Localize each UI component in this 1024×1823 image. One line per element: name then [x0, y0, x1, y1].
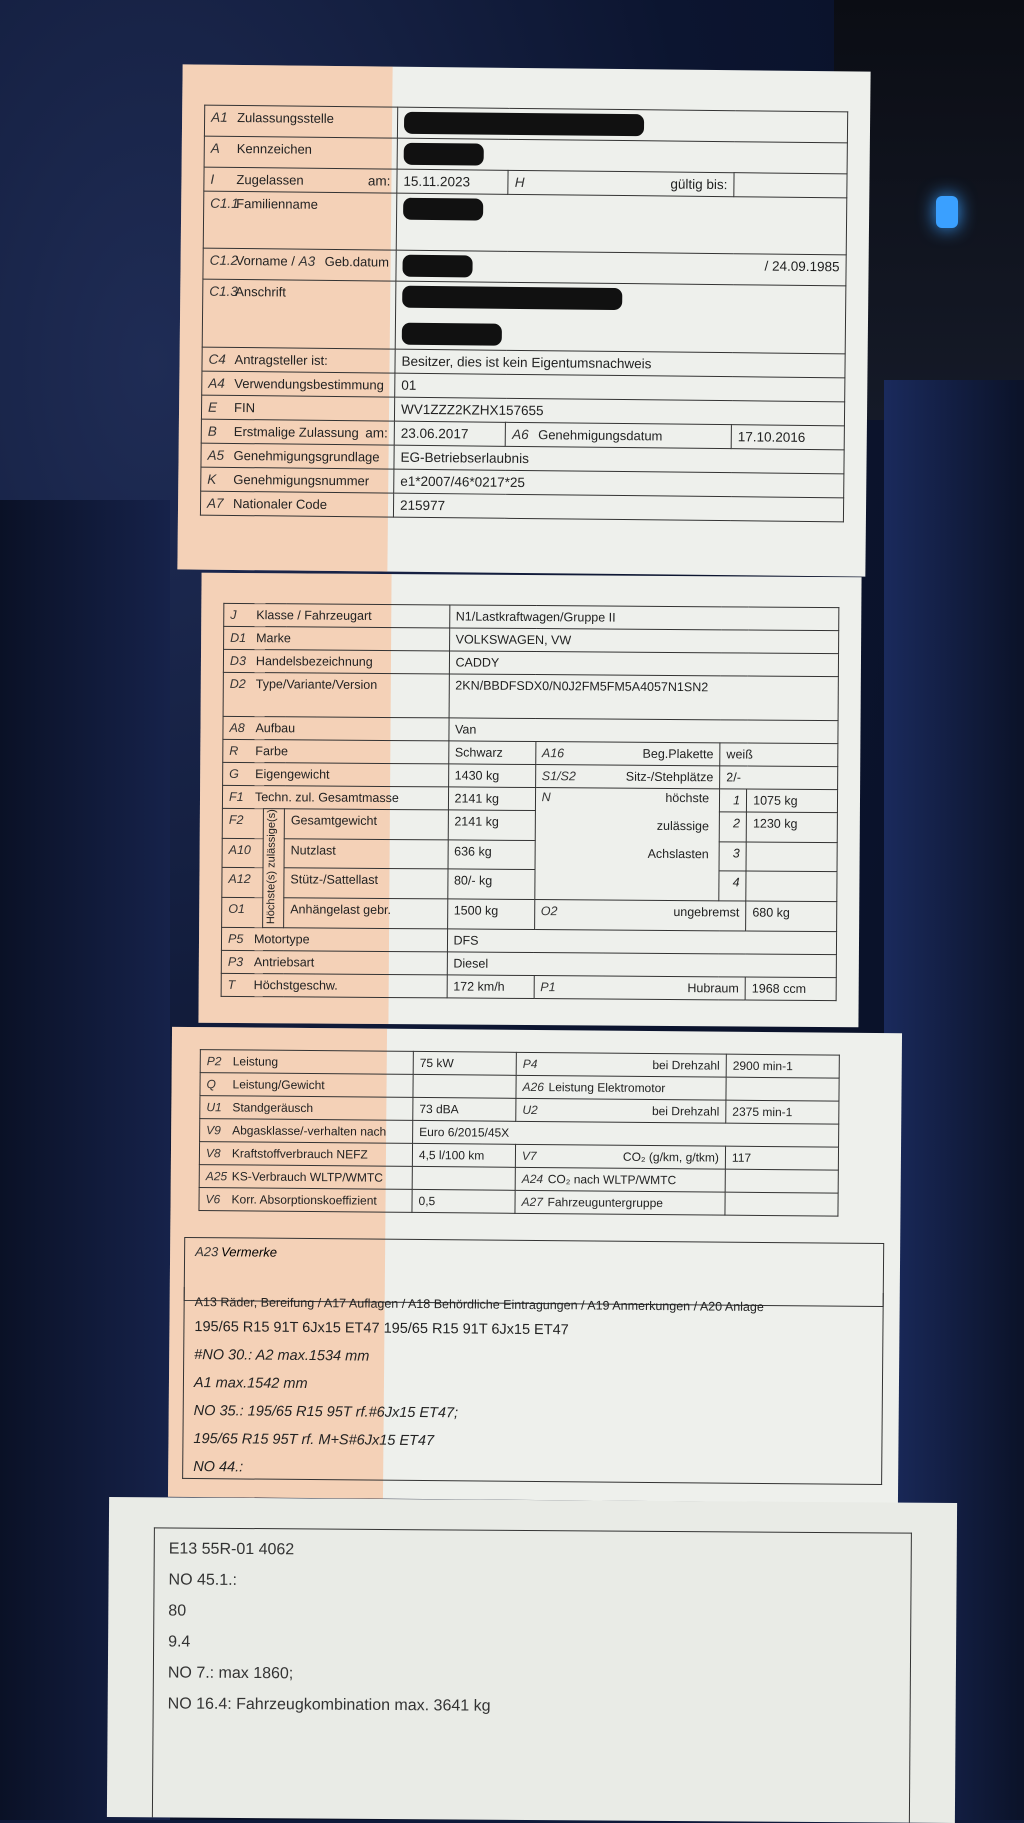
r-value: Schwarz: [448, 741, 535, 765]
p3-value: Diesel: [447, 952, 837, 978]
redacted-block: [403, 198, 483, 221]
note-line: #NO 30.: A2 max.1534 mm: [194, 1347, 370, 1365]
v9-value: Euro 6/2015/45X: [413, 1120, 839, 1147]
g-value: 1430 kg: [448, 764, 535, 788]
j-value: N1/Lastkraftwagen/Gruppe II: [449, 605, 839, 631]
u1-value: 73 dBA: [413, 1097, 516, 1121]
p2-value: 75 kW: [413, 1051, 516, 1075]
a7-value: 215977: [393, 493, 843, 522]
p1-value: 1968 ccm: [745, 977, 836, 1001]
a1-label: Zulassungsstelle: [237, 109, 335, 126]
f1-value: 2141 kg: [448, 787, 535, 811]
redacted-block: [402, 286, 622, 310]
a6-value: 17.10.2016: [731, 425, 844, 450]
redacted-block: [402, 255, 472, 278]
note-line: NO 35.: 195/65 R15 95T rf.#6Jx15 ET47;: [193, 1403, 459, 1422]
note-line: A1 max.1542 mm: [193, 1375, 308, 1393]
b-value: 23.06.2017: [394, 421, 506, 446]
v8-value: 4,5 l/100 km: [412, 1143, 515, 1167]
p4-value: 2900 min-1: [726, 1054, 839, 1078]
c4-value: Besitzer, dies ist kein Eigentumsnachweis: [395, 349, 845, 378]
document-panel-4: [107, 1497, 957, 1823]
vertical-label: Höchste(s) zulässige(s): [265, 809, 278, 925]
a-label: Kennzeichen: [236, 140, 313, 157]
registration-table: A1 Zulassungsstelle A Kennzeichen I Zugelassen am: 15.11.2023 H gültig bis: C1.1Familienname C1.2Vorname / A3 Geb.datum / 24.09.1985 C1.3Anschrift C4 Antragsteller ist: Besitzer, dies ist kein Eigentumsnachweis A4 Verwendungsbestimmung 01 E FIN WV1ZZZ2KZHX157655 B Erstmalige Zulassung am: 23.06.2017 A6 Genehmigungsdatum 17.10.2016 A5 Genehmigungsgrundlage EG-Betriebserlaubnis K Genehmigungsnummer e1*2007/46*0217*25 A7 Nationaler Code 215977: [200, 105, 848, 523]
note-line: NO 45.1.:: [168, 1571, 238, 1589]
note-line: NO 16.4: Fahrzeugkombination max. 3641 kg: [167, 1695, 491, 1715]
document-panel-3: [168, 1027, 902, 1503]
notes-header: A13 Räder, Bereifung / A17 Auflagen / A18 Behördliche Eintragungen / A19 Anmerkungen / A20 Anlage: [194, 1295, 764, 1314]
t-value: 172 km/h: [447, 975, 534, 999]
a8-value: Van: [448, 718, 838, 744]
fin-value: WV1ZZZ2KZHX157655: [394, 397, 844, 426]
s1-value: 2/-: [720, 766, 838, 790]
vehicle-table: J Klasse / Fahrzeugart N1/Lastkraftwagen/Gruppe II D1 Marke VOLKSWAGEN, VW D3 Handelsbezeichnung CADDY D2 Type/Variante/Version 2KN/BBDFSDX0/N0J2FM5FM5A4057N1SN2 A8 Aufbau Van R Farbe Schwarz A16 Beg.Plakette weiß G Eigengewicht 1430 kg S1/S2 Sitz-/Stehplätze 2/- F1 Techn. zul. Gesamtmasse 2141 kg N höchste zulässige Achslasten 1 1075 kg F2 Höchste(s) zulässige(s) Gesamtgewicht 2141 kg 2 1230 kg A10 Nutzlast 636 kg 3 A12 Stütz-/Sattellast 80/- kg 4 O1 Anhängelast gebr. 1500 kg O2 ungebremst 680 kg P5 Motortype DFS P3 Antriebsart Diesel T Höchstgeschw. 172 km/h P1 Hubraum 1968 ccm: [221, 603, 840, 1001]
a10-value: 636 kg: [448, 840, 535, 870]
note-line: 80: [168, 1602, 187, 1620]
console-light-icon: [936, 196, 958, 228]
axle2-value: 1230 kg: [746, 812, 837, 842]
engine-table: P2 Leistung 75 kW P4 bei Drehzahl 2900 min-1 Q Leistung/Gewicht A26 Leistung Elektromotor U1 Standgeräusch 73 dBA U2 bei Drehzahl 2375 min-1 V9 Abgasklasse/-verhalten nach Euro 6/2015/45X V8 Kraftstoffverbrauch NEFZ 4,5 l/100 km V7 CO₂ (g/km, g/tkm) 117 A25 KS-Verbrauch WLTP/WMTC A24 CO₂ nach WLTP/WMTC V6 Korr. Absorptionskoeffizient 0,5 A27 Fahrzeuguntergruppe: [198, 1049, 839, 1217]
v7-value: 117: [725, 1146, 838, 1170]
vermerke-box: A23 Vermerke: [184, 1237, 885, 1307]
a5-value: EG-Betriebserlaubnis: [394, 445, 844, 474]
notes-box: [182, 1287, 884, 1485]
redacted-block: [404, 143, 484, 166]
u2-value: 2375 min-1: [726, 1100, 839, 1124]
v6-value: 0,5: [412, 1189, 515, 1213]
first-registration-date: 15.11.2023: [397, 169, 509, 194]
redacted-block: [402, 323, 502, 346]
birthdate: / 24.09.1985: [764, 258, 840, 275]
note-line: E13 55R-01 4062: [168, 1540, 295, 1559]
note-line: 195/65 R15 95T rf. M+S#6Jx15 ET47: [193, 1431, 435, 1450]
note-line: 9.4: [168, 1633, 191, 1651]
axle1-value: 1075 kg: [747, 789, 838, 813]
document-panel-2: [198, 573, 861, 1028]
k-value: e1*2007/46*0217*25: [394, 469, 844, 498]
a4-value: 01: [395, 373, 845, 402]
a12-value: 80/- kg: [447, 869, 534, 899]
a16-value: weiß: [720, 743, 838, 767]
additional-notes-box: [152, 1527, 912, 1822]
document-panel-1: [177, 64, 870, 576]
note-line: NO 44.:: [193, 1459, 244, 1476]
note-line: NO 7.: max 1860;: [167, 1664, 294, 1683]
d2-value: 2KN/BBDFSDX0/N0J2FM5FM5A4057N1SN2: [449, 674, 839, 721]
note-line: 195/65 R15 91T 6Jx15 ET47 195/65 R15 91T 6Jx15 ET47: [194, 1319, 569, 1339]
d1-value: VOLKSWAGEN, VW: [449, 628, 839, 654]
o1-value: 1500 kg: [447, 899, 534, 929]
p5-value: DFS: [447, 929, 837, 955]
d3-value: CADDY: [449, 651, 839, 677]
redacted-block: [404, 112, 644, 137]
o2-value: 680 kg: [746, 901, 837, 931]
f2-value: 2141 kg: [448, 810, 535, 840]
